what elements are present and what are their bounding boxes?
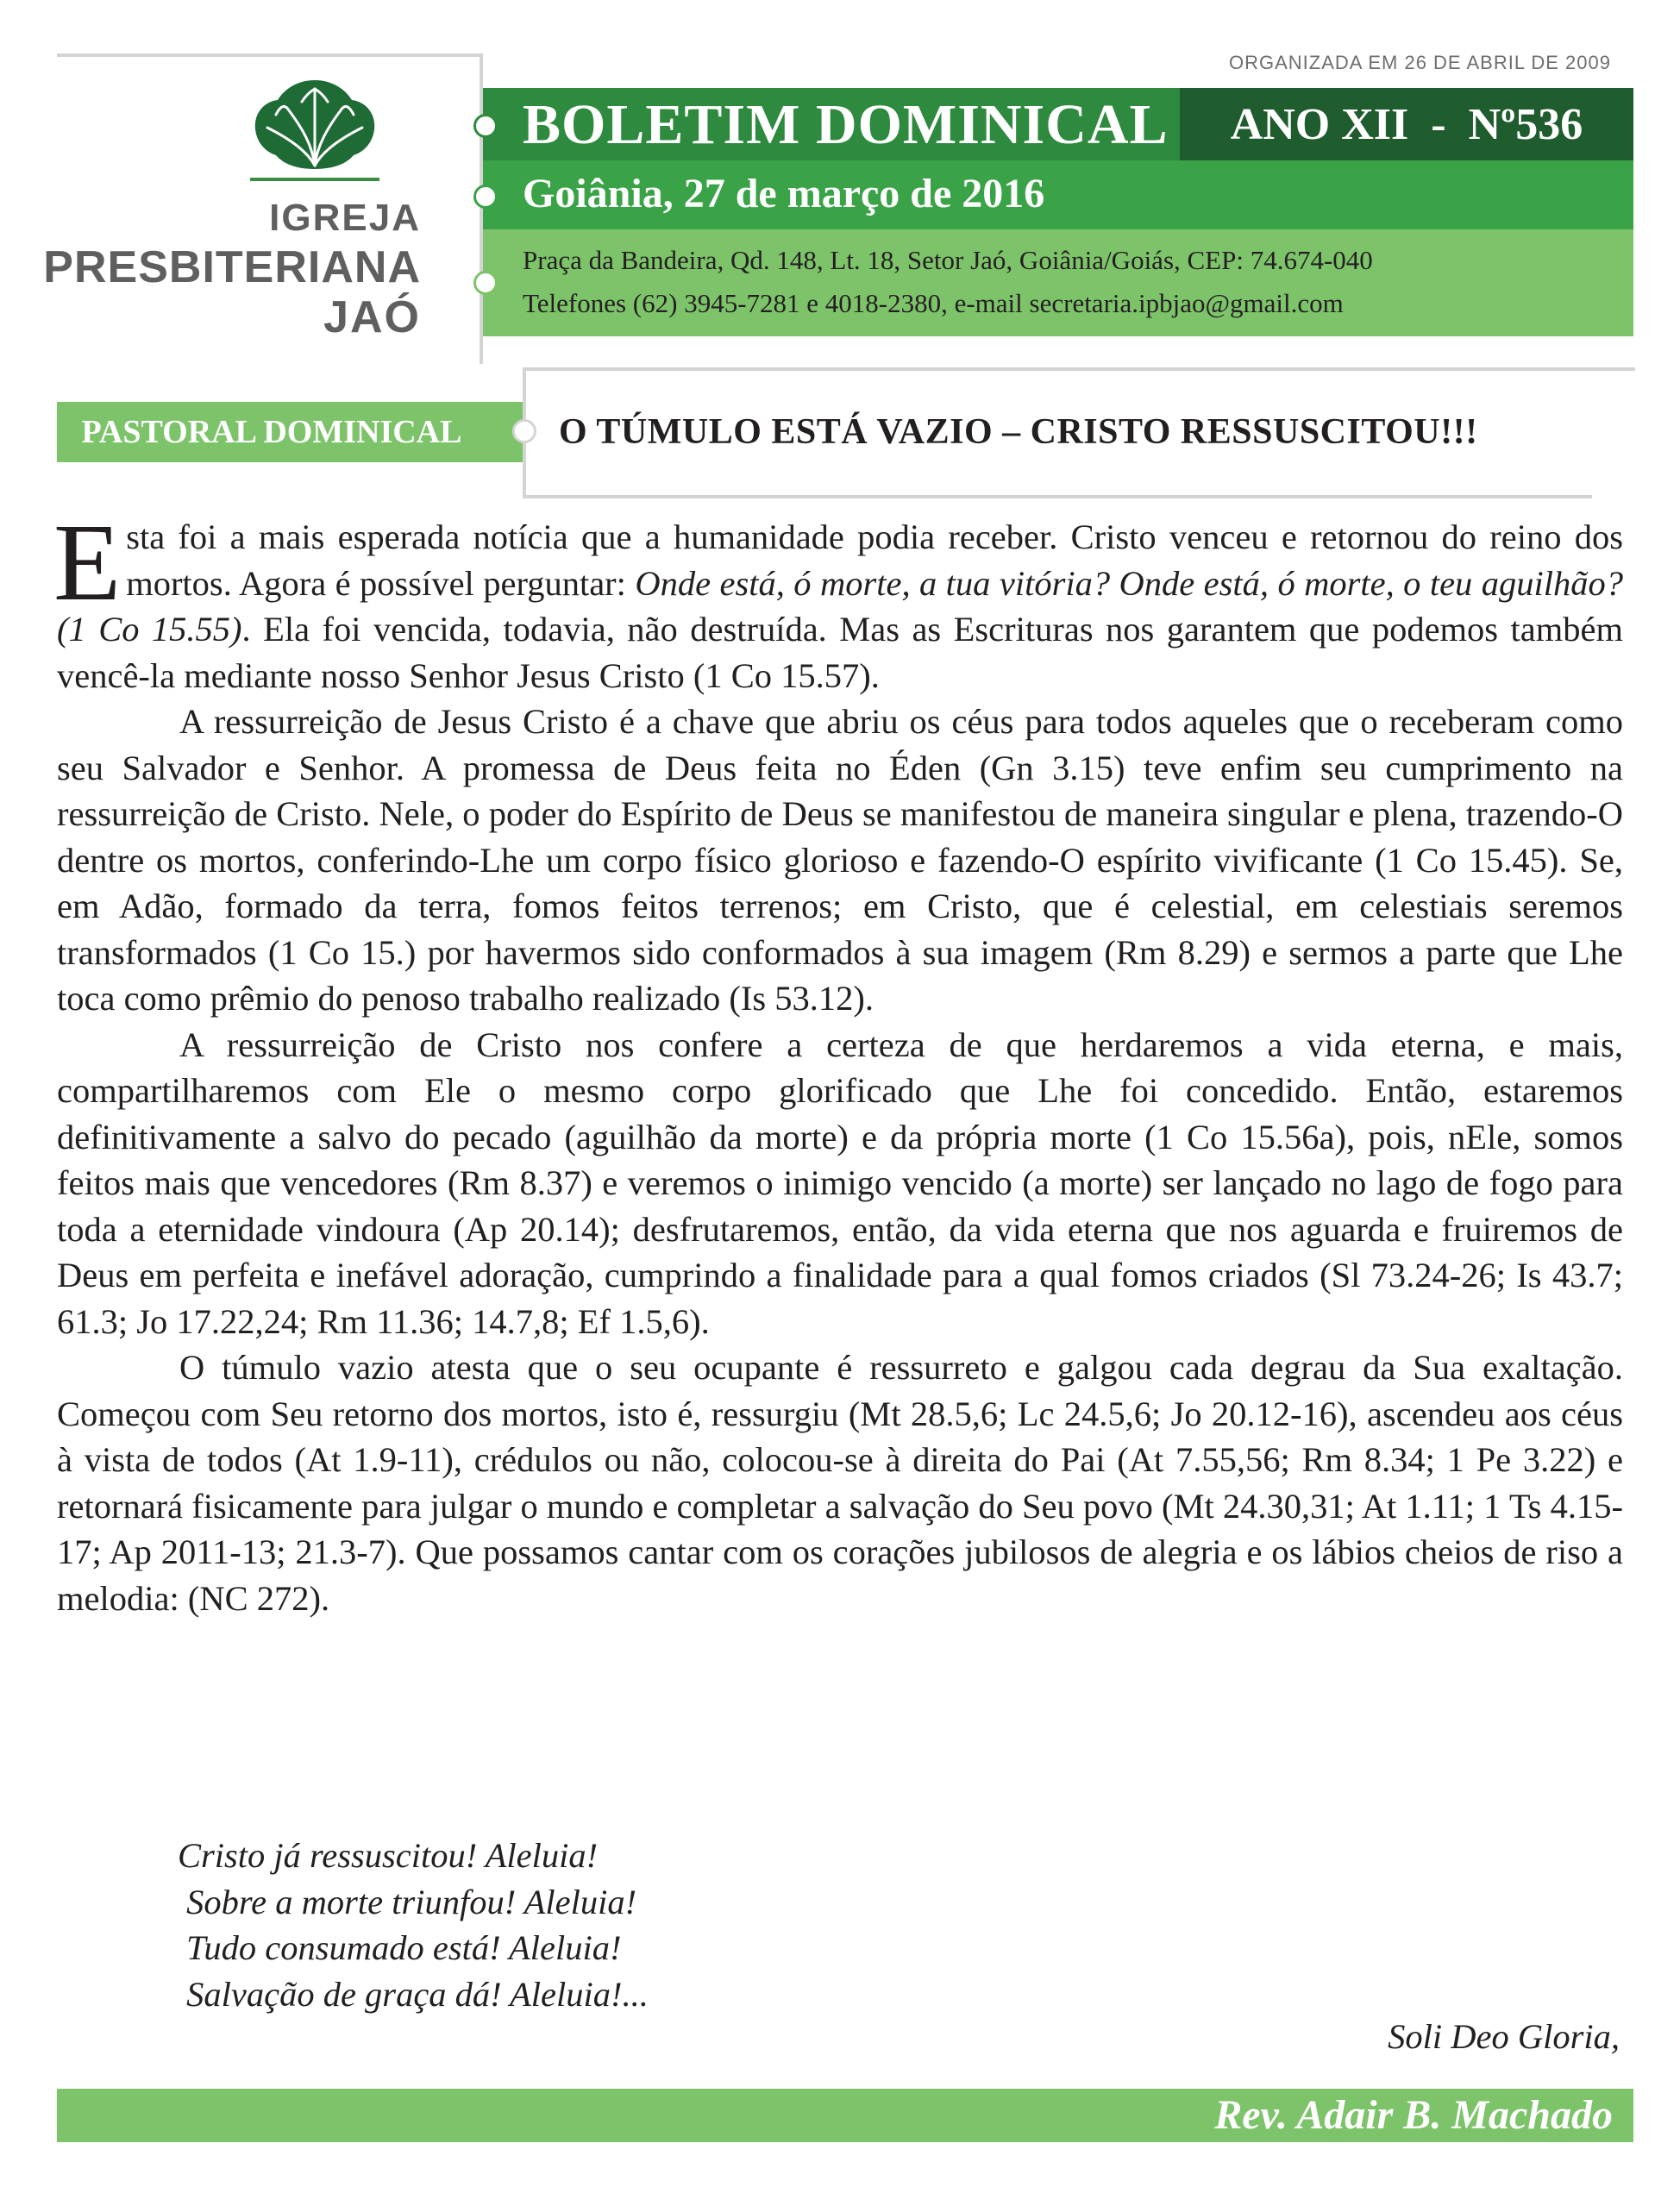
drop-cap: E bbox=[53, 501, 122, 624]
burning-bush-icon bbox=[250, 76, 379, 171]
paragraph-text: sta foi a mais esperada notícia que a humanidade podia receber. Cristo venceu e retornou do reino dos mortos. Agora é possível perguntar: bbox=[126, 517, 1623, 603]
logo-presbiteriana: PRESBITERIANA bbox=[43, 242, 421, 292]
bullet-dot bbox=[473, 114, 498, 138]
hymn-line: Sobre a morte triunfou! Aleluia! bbox=[178, 1882, 637, 1921]
contact-line: Telefones (62) 3945-7281 e 4018-2380, e-mail secretaria.ipbjao@gmail.com bbox=[523, 288, 1344, 318]
bullet-dot bbox=[512, 419, 536, 443]
logo-rule bbox=[250, 178, 379, 181]
organized-note: ORGANIZADA EM 26 DE ABRIL DE 2009 bbox=[1228, 52, 1611, 73]
paragraph-text: . Ela foi vencida, todavia, não destruída. Mas as Escrituras nos garantem que podemos também vencê-la mediante nosso Senhor Jesus Cristo (1 Co 15.57). bbox=[57, 610, 1623, 695]
bulletin-title: BOLETIM DOMINICAL bbox=[523, 93, 1169, 156]
bullet-dot bbox=[473, 271, 498, 295]
article-headline: O TÚMULO ESTÁ VAZIO – CRISTO RESSUSCITOU!!! bbox=[559, 412, 1478, 452]
hymn-verse bbox=[178, 1833, 649, 2017]
logo-jao: JAÓ bbox=[323, 292, 421, 342]
signature: Rev. Adair B. Machado bbox=[1214, 2092, 1613, 2138]
address-line: Praça da Bandeira, Qd. 148, Lt. 18, Setor Jaó, Goiânia/Goiás, CEP: 74.674-040 bbox=[523, 245, 1373, 275]
section-label: PASTORAL DOMINICAL bbox=[81, 414, 462, 450]
city-date: Goiânia, 27 de março de 2016 bbox=[523, 171, 1045, 216]
scripture-quote: Onde está, ó morte, a tua vitória? Onde está, ó morte, o teu aguilhão? (1 Co 15.55) bbox=[57, 563, 1623, 649]
hymn-line: Salvação de graça dá! Aleluia!... bbox=[178, 1974, 649, 2014]
article-body bbox=[53, 501, 1623, 1621]
paragraph bbox=[53, 501, 1623, 699]
paragraph: A ressurreição de Cristo nos confere a certeza de que herdaremos a vida eterna, e mais, compartilharemos com Ele o mesmo corpo glorificado que Lhe foi concedido. Então, estaremos definitivamente a salvo do pecado (aguilhão da morte) e da própria morte (1 Co 15.56a), pois, nEle, somos feitos mais que vencedores (Rm 8.37) e veremos o inimigo vencido (a morte) ser lançado no lago de fogo para toda a eternidade vindoura (Ap 20.14); desfrutaremos, então, da vida eterna que nos aguarda e fruiremos de Deus em perfeita e inefável adoração, cumprindo a finalidade para a qual fomos criados (Sl 73.24-26; Is 43.7; 61.3; Jo 17.22,24; Rm 11.36; 14.7,8; Ef 1.5,6). bbox=[57, 1025, 1623, 1341]
issue-number: ANO XII - Nº536 bbox=[1230, 100, 1583, 149]
hymn-line: Cristo já ressuscitou! Aleluia! bbox=[178, 1836, 599, 1875]
paragraph: A ressurreição de Jesus Cristo é a chave que abriu os céus para todos aqueles que o receberam como seu Salvador e Senhor. A promessa de Deus feita no Éden (Gn 3.15) teve enfim seu cumprimento na ressurreição de Cristo. Nele, o poder do Espírito de Deus se manifestou de maneira singular e plena, trazendo-O dentre os mortos, conferindo-Lhe um corpo físico glorioso e fazendo-O espírito vivificante (1 Co 15.45). Se, em Adão, formado da terra, fomos feitos terrenos; em Cristo, que é celestial, em celestiais seremos transformados (1 Co 15.) por havermos sido conformados à sua imagem (Rm 8.29) e sermos a parte que Lhe toca como prêmio do penoso trabalho realizado (Is 53.12). bbox=[57, 702, 1623, 1018]
paragraph: O túmulo vazio atesta que o seu ocupante é ressurreto e galgou cada degrau da Sua exaltação. Começou com Seu retorno dos mortos, isto é, ressurgiu (Mt 28.5,6; Lc 24.5,6; Jo 20.12-16), ascendeu aos céus à vista de todos (At 1.9-11), crédulos ou não, colocou-se à direita do Pai (At 7.55,56; Rm 8.34; 1 Pe 3.22) e retornará fisicamente para julgar o mundo e completar a salvação do Seu povo (Mt 24.30,31; At 1.11; 1 Ts 4.15-17; Ap 2011-13; 21.3-7). Que possamos cantar com os corações jubilosos de alegria e os lábios cheios de riso a melodia: (NC 272). bbox=[57, 1348, 1623, 1618]
bullet-dot bbox=[473, 185, 498, 209]
hymn-line: Tudo consumado está! Aleluia! bbox=[178, 1928, 622, 1967]
closing-phrase: Soli Deo Gloria, bbox=[1388, 2017, 1620, 2056]
logo-igreja: IGREJA bbox=[269, 197, 421, 239]
